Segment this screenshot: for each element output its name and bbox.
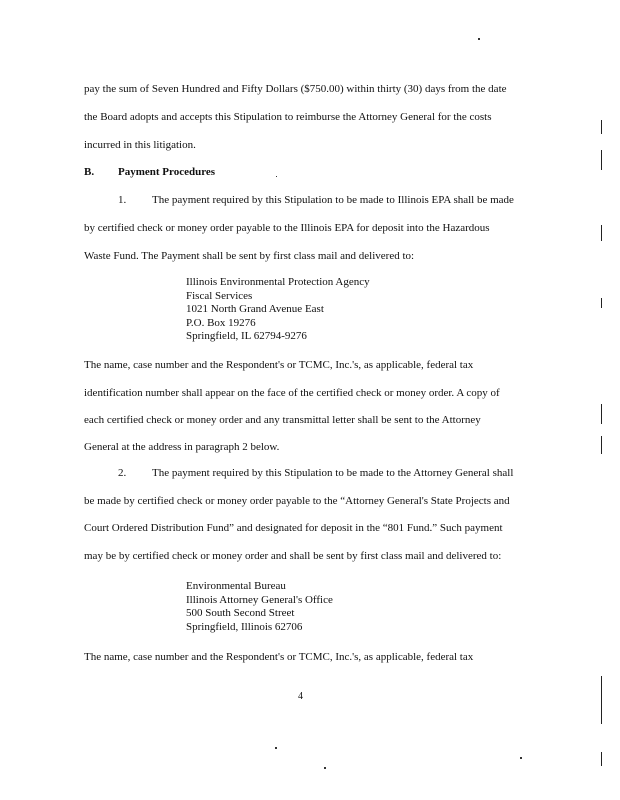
address-block-ag <box>186 580 333 634</box>
scan-artifact-speck <box>324 767 326 769</box>
address-line: P.O. Box 19276 <box>186 316 256 329</box>
page-number: 4 <box>298 691 303 702</box>
address-line: Springfield, Illinois 62706 <box>186 620 303 633</box>
scan-artifact-speck <box>520 757 522 759</box>
scan-artifact-speck <box>478 38 480 40</box>
text-line: The name, case number and the Respondent's or TCMC, Inc.'s, as applicable, federal tax <box>84 359 474 371</box>
address-line: Fiscal Services <box>186 289 253 302</box>
text-line: incurred in this litigation. <box>84 139 196 151</box>
text-line: pay the sum of Seven Hundred and Fifty Dollars ($750.00) within thirty (30) days from the date <box>84 83 507 95</box>
scan-artifact-bar <box>601 298 602 308</box>
address-line: Environmental Bureau <box>186 580 286 592</box>
scan-artifact-speck <box>276 176 277 177</box>
paragraph-number: 1. <box>118 194 127 206</box>
address-line: Springfield, IL 62794-9276 <box>186 330 307 342</box>
text-line: may be by certified check or money order and shall be sent by first class mail and delivered to: <box>84 550 502 562</box>
section-title: Payment Procedures <box>118 166 216 178</box>
address-line: Illinois Environmental Protection Agency <box>186 276 370 288</box>
address-line: 1021 North Grand Avenue East <box>186 303 324 315</box>
text-line: Court Ordered Distribution Fund” and designated for deposit in the “801 Fund.” Such payment <box>84 522 503 534</box>
scan-artifact-bar <box>601 436 602 454</box>
text-line: each certified check or money order and any transmittal letter shall be sent to the Attorney <box>84 414 481 426</box>
scan-artifact-bar <box>601 150 602 170</box>
text-line: The payment required by this Stipulation to be made to the Attorney General shall <box>152 467 514 479</box>
paragraph-number: 2. <box>118 467 127 479</box>
text-line: the Board adopts and accepts this Stipulation to reimburse the Attorney General for the costs <box>84 111 492 123</box>
text-line: General at the address in paragraph 2 below. <box>84 441 280 453</box>
address-block-epa <box>186 276 370 344</box>
address-line: Illinois Attorney General's Office <box>186 593 333 606</box>
text-line: The payment required by this Stipulation to be made to Illinois EPA shall be made <box>152 194 514 206</box>
scan-artifact-bar <box>601 404 602 424</box>
scan-artifact-speck <box>275 747 277 749</box>
scan-artifact-bar <box>601 676 602 724</box>
text-line: identification number shall appear on the face of the certified check or money order. A copy of <box>84 387 500 399</box>
text-line: by certified check or money order payable to the Illinois EPA for deposit into the Hazardous <box>84 222 490 234</box>
address-line: 500 South Second Street <box>186 607 295 619</box>
scan-artifact-bar <box>601 225 602 241</box>
scan-artifact-bar <box>601 120 602 134</box>
scan-artifact-bar <box>601 752 602 766</box>
text-line: Waste Fund. The Payment shall be sent by first class mail and delivered to: <box>84 250 415 262</box>
section-letter: B. <box>84 166 95 178</box>
text-line: be made by certified check or money order payable to the “Attorney General's State Projects and <box>84 495 510 507</box>
text-line: The name, case number and the Respondent's or TCMC, Inc.'s, as applicable, federal tax <box>84 651 474 663</box>
